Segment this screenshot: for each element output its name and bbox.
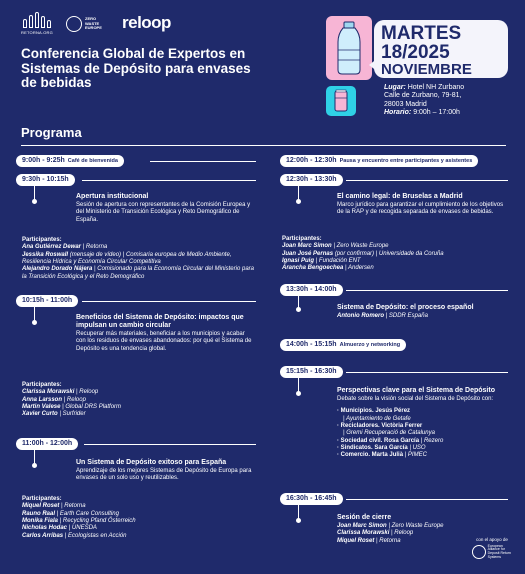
time-pill-success [16,438,78,450]
participant: Arancha Bengoechea | Andersen [282,265,374,272]
time-pill-legal [280,174,343,186]
divider-line [82,301,256,302]
participants-legal [282,232,508,273]
participant: Martin Valese | Global DRS Platform [22,403,122,410]
list-item-sub: | Ayuntamiento de Getafe [343,415,411,422]
can-icon [326,86,356,116]
time-label: 9:30h - 10:15h [22,176,69,183]
participant: Joan Marc Simon | Zero Waste Europe [337,523,444,530]
time-pill-welcome [16,155,124,167]
time-pill-opening [16,174,75,186]
bullet-dot [296,391,301,396]
retorna-logo-text: RETORNA.ORG [21,30,53,35]
reloop-logo: reloop [122,13,171,32]
session-legal [337,193,509,220]
time-pill-perspectives [280,366,343,378]
time-pill-spanish-process [280,284,343,296]
connector-line [34,186,35,200]
date-month: NOVIEMBRE [381,61,472,78]
bullet-dot [32,320,37,325]
horario-value: 9:00h – 17:00h [413,109,460,117]
connector-line [34,450,35,464]
list-item: · Municipios. Jesús Pérez [337,408,509,415]
participant: Jessika Roswall (mensaje de vídeo) | Comisaria europea de Medio Ambiente, Resiliencia Hídrica y Economía Circular Competitiva [22,251,232,265]
participant: Alejandro Dorado Nájera | Comisionado para la Economía Circular del Ministerio para la Transición Ecológica y el Reto Demográfico [22,266,254,280]
session-success [76,459,256,486]
programa-heading: Programa [21,125,82,140]
participant: Xavier Curto | Surfrider [22,411,86,418]
participant: Clarissa Morawski | Reloop [22,389,99,396]
list-item: · Comercio. Marta Julià | PIMEC [337,452,509,459]
zwe-circle-icon [66,16,82,32]
session-benefits [76,314,254,356]
time-label: 11:00h - 12:00h [22,440,73,447]
connector-line [34,307,35,321]
support-org: European Alliance for Deposit Return Systems [487,543,511,560]
break-note: Almuerzo y networking [339,342,401,348]
divider-line [82,180,256,181]
zwe-line-3: EUROPE [85,25,102,31]
session-opening [76,193,254,227]
session-title: Sistema de Depósito: el proceso español [337,304,474,311]
list-item: · Sociedad civil. Rosa García | Rezero [337,438,509,445]
zero-waste-europe-logo [66,12,112,36]
divider-line [346,499,508,500]
bullet-dot [32,463,37,468]
lugar-label: Lugar: [384,84,406,91]
participant: Rauno Raal | Earth Care Consulting [22,510,119,517]
retorna-bottles-icon [20,12,54,28]
date-badge [374,20,508,78]
time-pill-benefits [16,295,78,307]
connector-line [298,186,299,200]
support-label: con el apoyo de [476,537,508,542]
time-label: 15:15h - 16:30h [286,368,337,375]
time-label: 16:30h - 16:45h [286,495,337,502]
divider-line [150,161,256,162]
bullet-dot [296,518,301,523]
connector-line [298,378,299,392]
list-item: · Sindicatos. Sara García | USO [337,445,509,452]
session-title: Perspectivas clave para el Sistema de Depósito [337,387,495,394]
session-title: El camino legal: de Bruselas a Madrid [337,193,463,200]
time-label: 9:00h - 9:25h [22,157,65,164]
list-item-sub: | Gremi Recuperació de Catalunya [343,430,435,437]
horario-label: Horario: [384,109,412,117]
retorna-logo [20,12,54,36]
session-desc: Aprendizaje de los mejores Sistemas de Depósito de Europa para envases de un solo uso y reutilizables. [76,468,252,482]
time-label: 10:15h - 11:00h [22,297,73,304]
participants-heading: Participantes: [282,236,322,242]
participants-heading: Participantes: [22,237,62,243]
divider-line [346,180,508,181]
bottle-illustration [326,16,372,80]
break-note: Pausa y encuentro entre participantes y asistentes [339,158,473,164]
time-pill-pause [280,155,478,167]
participants-success [22,492,256,540]
support-logo [470,537,514,560]
divider-line [346,372,508,373]
session-perspectives [337,387,509,460]
date-day: MARTES [381,23,462,44]
perspectives-list [337,408,509,459]
session-desc: Debate sobre la visión social del Sistema de Depósito con: [337,396,494,403]
time-label: 13:30h - 14:00h [286,286,337,293]
participants-heading: Participantes: [22,382,62,388]
time-pill-lunch [280,339,406,351]
divider-line [346,290,508,291]
session-title: Beneficios del Sistema de Depósito: impactos que impulsan un cambio circular [76,314,244,330]
bullet-dot [32,199,37,204]
session-spanish-process [337,304,509,320]
bottle-icon [326,16,372,80]
alliance-circle-icon [472,545,486,559]
participants-opening [22,233,256,281]
participant: Ana Gutiérrez Dewar | Retorna [22,244,108,251]
participant: Monika Fiala | Recycling Pfand Österreich [22,517,136,524]
session-title: Sesión de cierre [337,514,392,521]
participant: Clarissa Morawski | Reloop [337,530,414,537]
session-title: Un Sistema de Depósito exitoso para España [76,459,227,466]
session-desc: Sesión de apertura con representantes de la Comisión Europea y del Ministerio de Transición Ecológica y Reto Demográfico de España. [76,202,251,223]
session-title: Apertura institucional [76,193,149,200]
time-pill-closing [280,493,343,505]
session-desc: Marco jurídico para garantizar el cumplimiento de los objetivos de la RAP y de recogida separada de envases de bebidas. [337,202,504,216]
zwe-line-1: ZERO [85,16,97,22]
date-date: 18/2025 [381,42,450,63]
bullet-dot [296,307,301,312]
venue-info [384,84,514,118]
participant: Antonio Romero | SDDR España [337,313,428,320]
break-note: Café de bienvenida [67,158,118,164]
session-closing [337,514,467,545]
participant: Miquel Roset | Retorna [337,537,401,544]
programa-divider [21,145,506,146]
participants-heading: Participantes: [22,496,62,502]
list-item: · Recicladores. Victòria Ferrer [337,423,509,430]
divider-line [84,444,256,445]
participant: Joan Marc Simon | Zero Waste Europe [282,243,389,250]
zwe-line-2: WASTE [85,20,100,26]
participant: Miquel Roset | Retorna [22,503,86,510]
participant: Juan José Pernas (por confirmar) | Universidade da Coruña [282,250,444,257]
connector-line [298,505,299,519]
participant: Ignasi Puig | Fundación ENT [282,257,361,264]
lugar-value: Hotel NH Zurbano [407,84,465,91]
can-illustration [326,86,356,116]
page-title: Conferencia Global de Expertos en Sistemas de Depósito para envases de bebidas [21,46,251,91]
bullet-dot [296,199,301,204]
session-desc: Recuperar más materiales, beneficiar a los municipios y acabar con los residuos de envases abandonados: por qué el Sistema de Depósito es una tendencia global. [76,331,252,352]
time-label: 14:00h - 15:15h [286,341,337,348]
time-label: 12:00h - 12:30h [286,157,337,164]
participants-benefits [22,378,256,419]
participant: Carlos Arribas | Ecologistas en Acción [22,532,127,539]
venue-address-2: 28003 Madrid [384,100,427,108]
time-label: 12:30h - 13:30h [286,176,337,183]
participant: Anna Larsson | Reloop [22,396,86,403]
participant: Nicholas Hodac | UNESDA [22,525,97,532]
venue-address-1: Calle de Zurbano, 79-81, [384,92,462,100]
